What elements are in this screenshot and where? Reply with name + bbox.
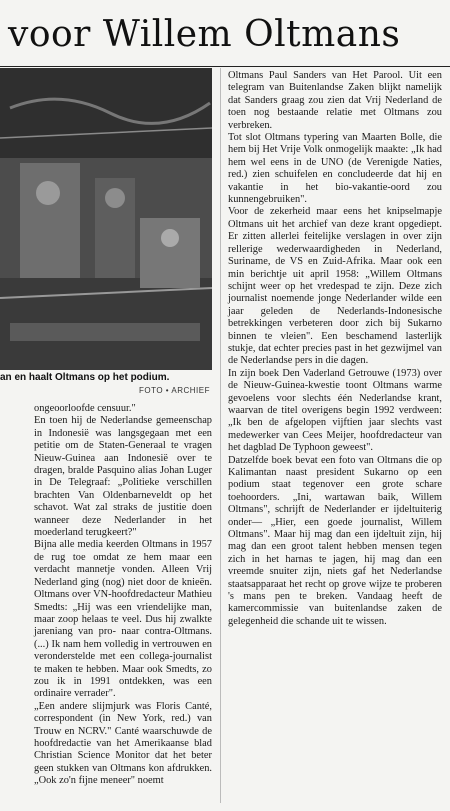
photo-image <box>0 68 212 370</box>
paragraph: Voor de zekerheid maar eens het knipselmapje Oltmans uit het archief van deze krant opgediept. Er zitten allerlei feitelijke verslagen in over zijn rellerige wederwaardigheden in Nederland, Suriname, de VS en Zuid-Afrika. Maar ook een min berichtje uit april 1958: „Willem Oltmans schijnt weer op het vredespad te zijn. Deze zich journalist noemende jonge Nederlander wilde een jaar geleden de Nederlands-Indonesische betrekkingen verbeteren door zich bij Sukarno binnen te vleien". Een beschamend lasterlijk stukje, dat echter precies past in het gezwijmel van de Nederlandse pers in die dagen. <box>228 206 442 367</box>
paragraph: En toen hij de Nederlandse gemeenschap in Indonesië was langsgegaan met een petitie om de Staten-Generaal te vragen Nieuw-Guinea aan Indonesië over te dragen, bralde Pasquino alias Johan Luger in De Telegraaf: „Politieke verschillen brachten Van Oldenbarneveldt op het schavot. Wat zal straks de justitie doen wanneer deze Nederlander in het moederland terugkeert?" <box>34 415 212 539</box>
paragraph: Bijna alle media keerden Oltmans in 1957 de rug toe omdat ze hem maar een verdacht mannetje vonden. Alleen Vrij Nederland ging (nog) niet door de knieën. Oltmans over VN-hoofdredacteur Mathieu Smedts: „Hij was een vriendelijke man, maar zoop helaas te veel. Dus hij zwalkte jareniang van pro- naar contra-Oltmans. (...) Ik nam hem volledig in vertrouwen en veronderstelde met een collega-journalist te maken te hebben. Maar ook Smedts, zo zou ik in 1991 ontdekken, was een ordinaire verrader". <box>34 539 212 700</box>
article-headline <box>0 0 450 67</box>
news-photo <box>0 68 212 370</box>
paragraph: Tot slot Oltmans typering van Maarten Bolle, die hem bij Het Vrije Volk onmogelijk maakte: „Ik had hem wel eens in de UNO (de Verenigde Naties, red.) zien schuifelen en concludeerde dat hij en vakantie in het bio-vakantie-oord zou kunnengebruiken". <box>228 132 442 206</box>
photo-credit: FOTO • ARCHIEF <box>139 386 210 395</box>
paragraph: „Een andere slijmjurk was Floris Canté, correspondent (in New York, red.) van Trouw en NCRV." Canté waarschuwde de hoofdredactie van het Amerikaanse blad Christian Science Monitor dat het beter geen stukken van Oltmans kon afdrukken. „Ook zo'n fijne meneer" noemt <box>34 700 212 787</box>
right-column <box>228 70 442 628</box>
column-divider <box>220 68 221 803</box>
photo-caption: an en haalt Oltmans op het podium. <box>0 372 170 383</box>
paragraph: ongeoorloofde censuur." <box>34 403 136 414</box>
paragraph: In zijn boek Den Vaderland Getrouwe (1973) over de Nieuw-Guinea-kwestie toont Oltmans warme gevoelens voor slechts één Nederlandse krant, waarvan de titel overigens begin 1992 verdween: „Ik ben de afgelopen vijftien jaar slechts vast medewerker van Cees Meijer, hoofdredacteur van het dagblad De Typhoon geweest". <box>228 367 442 454</box>
paragraph: Oltmans Paul Sanders van Het Parool. Uit een telegram van Buitenlandse Zaken blijkt namelijk dat Sanders graag zou zien dat Vrij Nederland de toen nog bestaande relatie met Oltmans zou verbreken. <box>228 70 442 131</box>
paragraph: Datzelfde boek bevat een foto van Oltmans die op Kalimantan naast president Sukarno op een podium staat tegenover een grote schare toehoorders. „Ini, wartawan baik, Willem Oltmans", schrijft de Nederlander er ijdeltuiterig onder— „Hier, een goede journalist, Willem Oltmans". Maar hij mag dan een ijdeltuit zijn, hij mag dan een groot talent hebben mensen tegen zich in het harnas te jagen, hij mag dan een vreemde snuiter zijn, niets gaf het Nederlandse staatsapparaat het recht op grove wijze te proberen 's mans pen te breken. Vandaag heeft de kamercommissie van buitenlandse zaken de gelegenheid die schande uit te wissen. <box>228 454 442 627</box>
left-column <box>34 403 212 788</box>
headline-text: voor Willem Oltmans <box>8 14 401 55</box>
